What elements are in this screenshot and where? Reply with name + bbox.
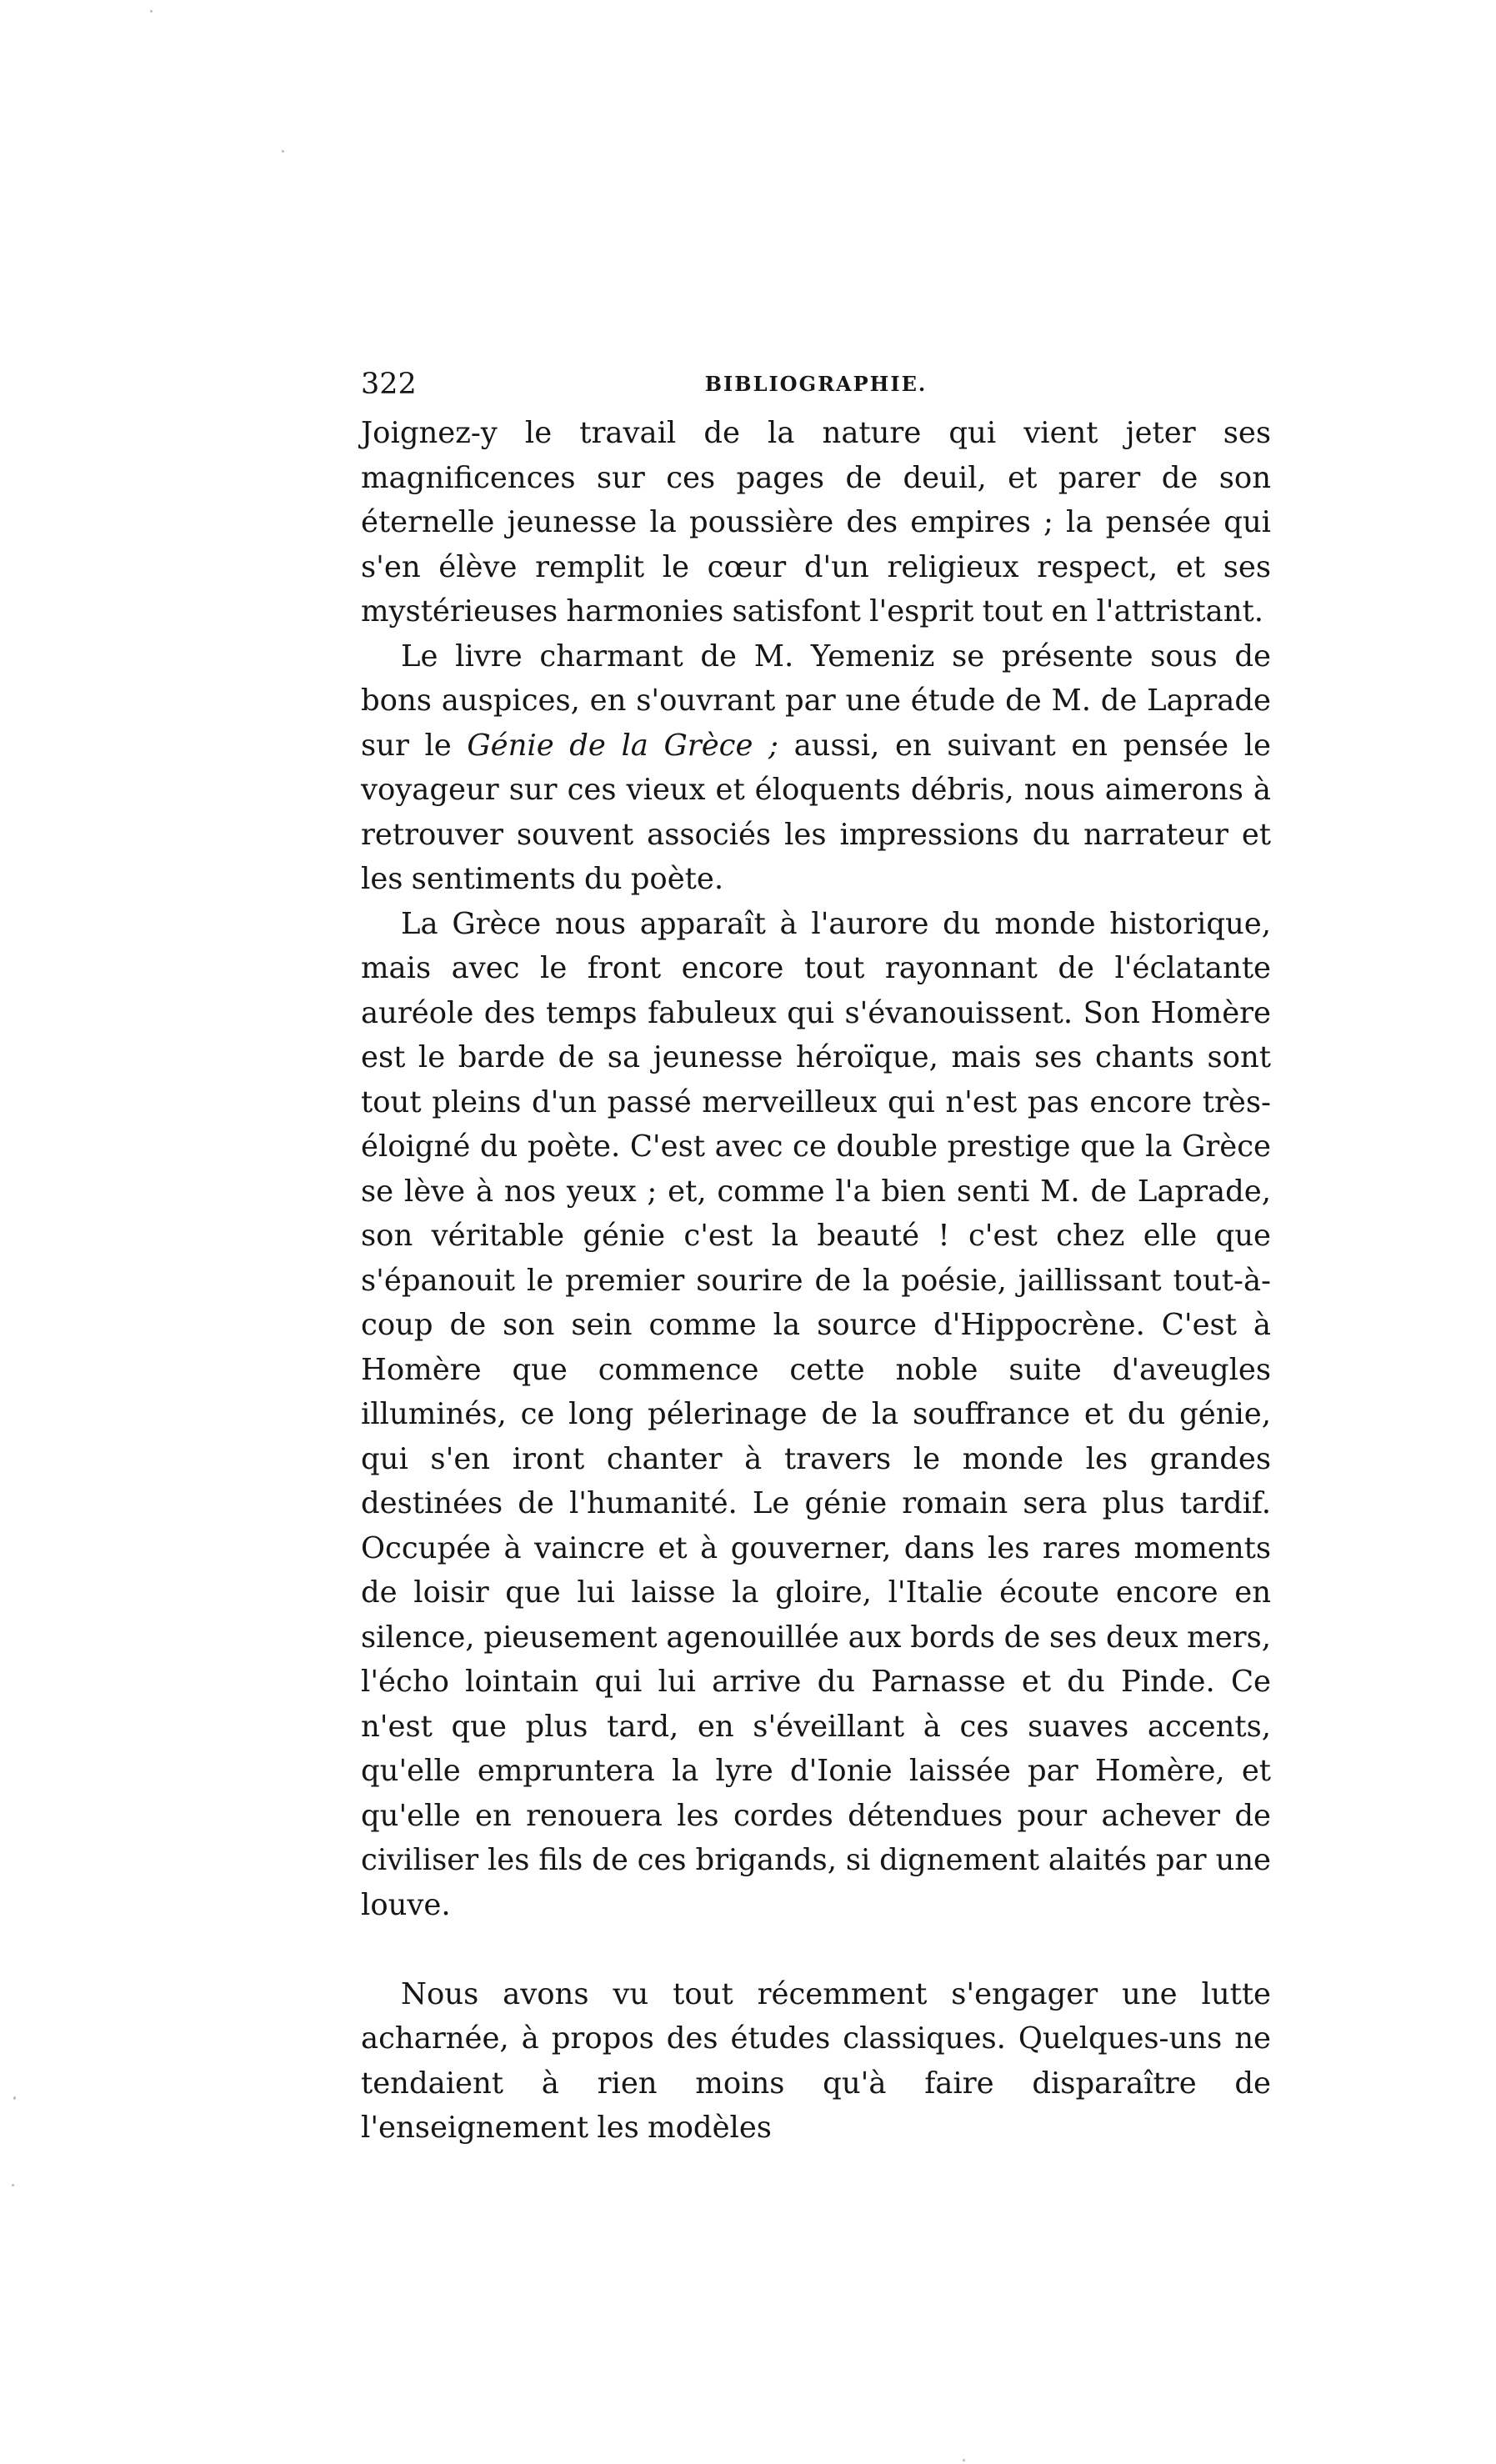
running-title: BIBLIOGRAPHIE. [704, 372, 928, 396]
paragraph-text: aussi, en suivant en pensée le voyageur sur ces vieux et éloquents débris, nous aimerons à retrouver souvent associés les impressions du narrateur et les sentiments du poète. [361, 728, 1271, 896]
page-number: 322 [361, 368, 417, 401]
page-header [361, 365, 1271, 403]
paragraph-grece: La Grèce nous apparaît à l'aurore du monde historique, mais avec le front encore tout rayonnant de l'éclatante auréole des temps fabuleux qui s'évanouissent. Son Homère est le barde de sa jeunesse héroïque, mais ses chants sont tout pleins d'un passé merveilleux qui n'est pas encore très-éloigné du poète. C'est avec ce double prestige que la Grèce se lève à nos yeux ; et, comme l'a bien senti M. de Laprade, son véritable génie c'est la beauté ! c'est chez elle que s'épanouit le premier sourire de la poésie, jaillissant tout-à-coup de son sein comme la source d'Hippocrène. C'est à Homère que commence cette noble suite d'aveugles illuminés, ce long pélerinage de la souffrance et du génie, qui s'en iront chanter à travers le monde les grandes destinées de l'humanité. Le génie romain sera plus tardif. Occupée à vaincre et à gouverner, dans les rares moments de loisir que lui laisse la gloire, l'Italie écoute encore en silence, pieusement agenouillée aux bords de ses deux mers, l'écho lointain qui lui arrive du Parnasse et du Pinde. Ce n'est que plus tard, en s'éveillant à ces suaves accents, qu'elle empruntera la lyre d'Ionie laissée par Homère, et qu'elle en renouera les cordes détendues pour achever de civiliser les fils de ces brigands, si dignement alaités par une louve. [361, 906, 1271, 1922]
paper-speck [150, 10, 153, 13]
paragraph-laprade [361, 634, 1271, 902]
body-text [361, 411, 1271, 2151]
paper-speck [13, 2096, 16, 2100]
paragraph-etudes-classiques: Nous avons vu tout récemment s'engager une lutte acharnée, à propos des études classiques. Quelques-uns ne tendaient à rien moins qu'à faire disparaître de l'enseignement les modèles [361, 1976, 1271, 2145]
book-title-italic: Génie de la Grèce ; [467, 728, 778, 763]
paragraph-continuation: Joignez-y le travail de la nature qui vient jeter ses magnificences sur ces pages de deuil, et parer de son éternelle jeunesse la poussière des empires ; la pensée qui s'en élève remplit le cœur d'un religieux respect, et ses mystérieuses harmonies satisfont l'esprit tout en l'attristant. [361, 416, 1271, 629]
paper-speck [282, 150, 284, 153]
paper-speck [963, 2459, 965, 2461]
paragraph-text: Le livre charmant de M. Yemeniz se présente sous de bons auspices, en s'ouvrant par une étude de M. de Laprade sur le [361, 639, 1271, 763]
paper-speck [12, 2184, 14, 2186]
